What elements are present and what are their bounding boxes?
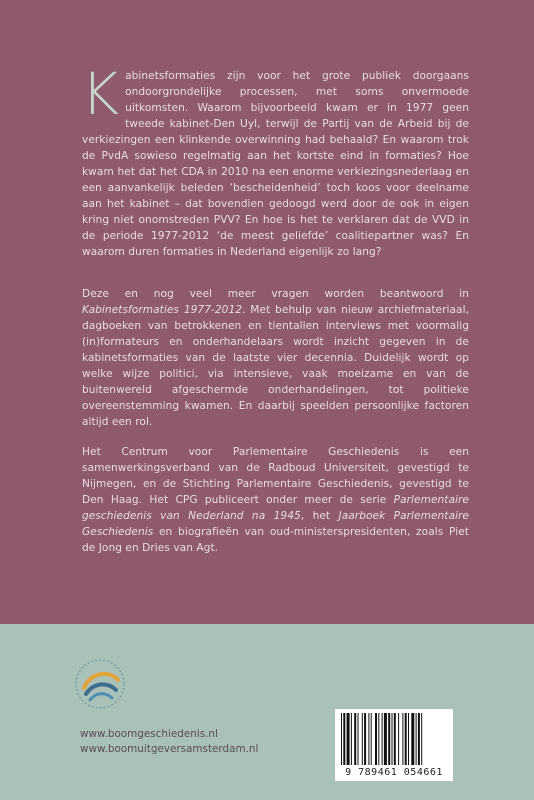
description-text-b: . Met behulp van nieuw archiefmateriaal, dagboeken van betrokkenen en tientallen interviews met voormalig (in)formateurs en onderhandelaars wordt inzicht gegeven in de kabinetsformaties van de laatste vier decennia. Duidelijk wordt op welke wijze politici, via intensieve, vaak moeizame en van de buitenwereld afgeschermde onderhandelingen, tot politieke overeenstemming kwamen. En daarbij speelden persoonlijke factoren altijd een rol. bbox=[82, 304, 469, 428]
yearbook-title-italic: Jaarboek Parlementaire Geschiedenis bbox=[82, 510, 470, 538]
barcode-bar bbox=[375, 713, 377, 765]
barcode-bar bbox=[368, 713, 369, 765]
barcode-bar bbox=[388, 713, 390, 765]
barcode-bar bbox=[362, 713, 363, 765]
barcode-bar bbox=[347, 713, 350, 765]
publisher-text-b: , het bbox=[300, 510, 339, 522]
url-boomgeschiedenis[interactable]: www.boomgeschiedenis.nl bbox=[80, 728, 218, 740]
isbn-barcode bbox=[335, 709, 453, 781]
barcode-bar bbox=[418, 713, 420, 765]
barcode-bar bbox=[341, 713, 342, 765]
isbn-number: 9 789461 054661 bbox=[345, 767, 443, 778]
publisher-paragraph bbox=[82, 444, 469, 556]
barcode-bar bbox=[411, 713, 414, 765]
book-title-italic: Kabinetsformaties 1977-2012 bbox=[82, 304, 243, 316]
barcode-bar bbox=[378, 713, 379, 765]
drop-cap: K bbox=[81, 60, 120, 128]
barcode-bar bbox=[384, 713, 387, 765]
barcode-bar bbox=[394, 713, 396, 765]
barcode-bar bbox=[405, 713, 407, 765]
barcode-bar bbox=[392, 713, 393, 765]
barcode-bar bbox=[358, 713, 359, 765]
series-title-italic: Parlementaire geschiedenis van Nederland na 1945 bbox=[82, 494, 469, 522]
publisher-urls bbox=[80, 727, 258, 757]
barcode-bar bbox=[371, 713, 372, 765]
barcode-bar bbox=[354, 713, 356, 765]
barcode-bar bbox=[364, 713, 366, 765]
url-boomuitgevers[interactable]: www.boomuitgeversamsterdam.nl bbox=[80, 743, 259, 755]
footer-band bbox=[0, 624, 534, 800]
barcode-bar bbox=[351, 713, 352, 765]
publisher-text-a: Het Centrum voor Parlementaire Geschiedenis is een samenwerkingsverband van de Radboud Universiteit, gevestigd te Nijmegen, en de Stichting Parlementaire Geschiedenis, gevestigd te Den Haag. Het CPG publiceert onder meer de serie bbox=[82, 446, 469, 506]
description-paragraph bbox=[82, 286, 469, 430]
description-text-a: Deze en nog veel meer vragen worden beantwoord in bbox=[82, 288, 469, 300]
barcode-bar bbox=[382, 713, 383, 765]
intro-paragraph bbox=[81, 60, 469, 260]
parlementaire-geschiedenis-logo-icon bbox=[74, 658, 126, 710]
barcode-bar bbox=[398, 713, 399, 765]
barcode-bar bbox=[343, 713, 345, 765]
barcode-bar bbox=[408, 713, 409, 765]
barcode-bar bbox=[402, 713, 403, 765]
barcode-bars bbox=[341, 713, 447, 765]
publisher-text-c: en biografieën van oud-ministerspresidenten, zoals Piet de Jong en Dries van Agt. bbox=[82, 526, 469, 554]
barcode-bar bbox=[416, 713, 417, 765]
intro-text: abinetsformaties zijn voor het grote publiek doorgaans ondoorgrondelijke processen, met soms onvermoede uitkomsten. Waarom bijvoorbeeld kwam er in 1977 geen tweede kabinet-Den Uyl, terwijl de Partij van de Arbeid bij de verkiezingen een klinkende overwinning had behaald? En waarom trok de PvdA sowieso regelmatig aan het kortste eind in formaties? Hoe kwam het dat het CDA in 2010 na een enorme verkiezingsnederlaag en een aanvankelijk beleden ‘bescheidenheid’ toch koos voor deelname aan het kabinet – dat bovendien gedoogd werd door de ook in eigen kring niet onomstreden PVV? En hoe is het te verklaren dat de VVD in de periode 1977-2012 ‘de meest geliefde’ coalitiepartner was? En waarom duren formaties in Nederland eigenlijk zo lang? bbox=[82, 70, 469, 258]
barcode-bar bbox=[421, 713, 422, 765]
